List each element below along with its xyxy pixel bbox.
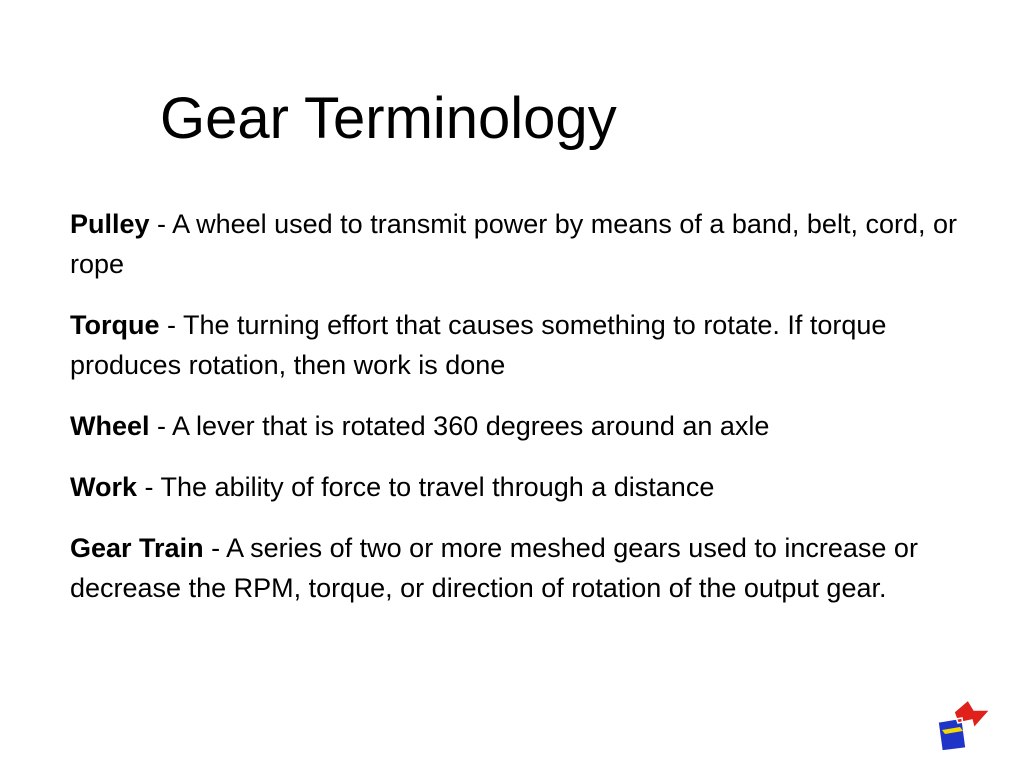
term-name: Work: [70, 472, 138, 502]
term-name: Wheel: [70, 411, 150, 441]
term-separator: -: [203, 533, 227, 563]
term-separator: -: [149, 411, 173, 441]
term-list: [70, 204, 980, 629]
term-gear-train: [70, 528, 980, 608]
term-separator: -: [137, 472, 161, 502]
term-definition: The turning effort that causes something to rotate. If torque produces rotation, then work is done: [70, 310, 887, 380]
term-definition: The ability of force to travel through a distance: [160, 472, 715, 502]
term-separator: -: [149, 209, 173, 239]
term-definition: A lever that is rotated 360 degrees around an axle: [172, 411, 770, 441]
pltw-arrow-logo-icon: [936, 696, 992, 752]
term-definition: A series of two or more meshed gears used to increase or decrease the RPM, torque, or direction of rotation of the output gear.: [70, 533, 918, 603]
term-definition: A wheel used to transmit power by means of a band, belt, cord, or rope: [70, 209, 957, 279]
term-name: Pulley: [70, 209, 150, 239]
term-wheel: [70, 406, 980, 446]
term-work: [70, 467, 980, 507]
term-name: Torque: [70, 310, 160, 340]
term-separator: -: [159, 310, 184, 340]
term-pulley: [70, 204, 980, 284]
term-name: Gear Train: [70, 533, 204, 563]
term-torque: [70, 305, 980, 385]
slide-title: Gear Terminology: [160, 86, 617, 151]
